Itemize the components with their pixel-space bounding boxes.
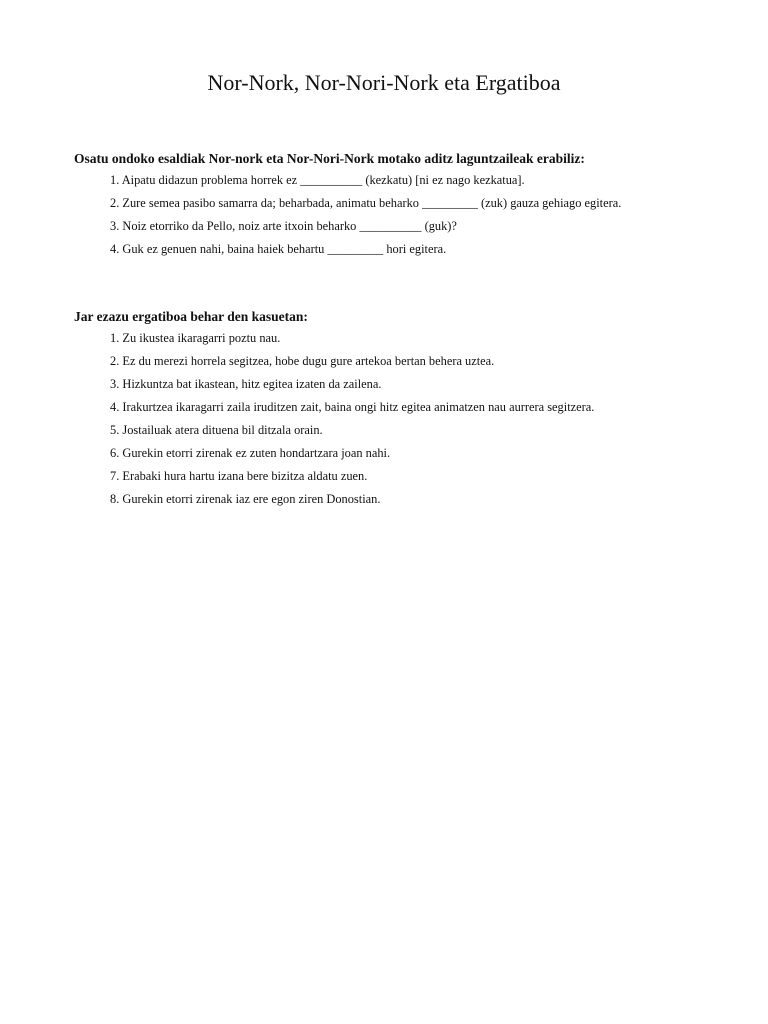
item-number: 3. (110, 219, 120, 233)
list-item (110, 173, 660, 188)
list-item (110, 400, 660, 415)
list-item (110, 219, 660, 234)
item-number: 7. (110, 469, 120, 483)
item-number: 6. (110, 446, 120, 460)
exercise-section-1 (74, 151, 660, 265)
item-number: 5. (110, 423, 120, 437)
item-number: 2. (110, 354, 120, 368)
item-text: Zu ikustea ikaragarri poztu nau. (122, 331, 281, 345)
section-2-heading: Jar ezazu ergatiboa behar den kasuetan: (74, 309, 308, 324)
item-text: Hizkuntza bat ikastean, hitz egitea izaten da zailena. (122, 377, 382, 391)
item-text: Jostailuak atera dituena bil ditzala orain. (122, 423, 323, 437)
item-text: Ez du merezi horrela segitzea, hobe dugu gure artekoa bertan behera uztea. (122, 354, 495, 368)
exercise-section-2 (74, 309, 660, 515)
item-text: Gurekin etorri zirenak iaz ere egon ziren Donostian. (122, 492, 381, 506)
item-text: Gurekin etorri zirenak ez zuten hondartzara joan nahi. (122, 446, 391, 460)
list-item (110, 377, 660, 392)
fill-in-blank: _________ (422, 196, 478, 210)
item-text-before: Guk ez genuen nahi, baina haiek behartu (122, 242, 325, 256)
fill-in-blank: _________ (327, 242, 384, 256)
list-item (110, 446, 660, 461)
item-number: 3. (110, 377, 120, 391)
item-text-after: hori egitera. (386, 242, 447, 256)
list-item (110, 242, 660, 257)
section-1-heading: Osatu ondoko esaldiak Nor-nork eta Nor-Nori-Nork motako aditz laguntzaileak erabiliz: (74, 151, 585, 166)
list-item (110, 196, 660, 211)
item-text-before: Zure semea pasibo samarra da; beharbada, animatu beharko (122, 196, 419, 210)
item-text: Irakurtzea ikaragarri zaila iruditzen zait, baina ongi hitz egitea animatzen nau aurrera segitzera. (122, 400, 595, 414)
section-2-list (74, 331, 660, 507)
fill-in-blank: __________ (300, 173, 363, 187)
item-number: 4. (110, 400, 120, 414)
fill-in-blank: __________ (359, 219, 422, 233)
section-1-list (74, 173, 660, 257)
item-number: 1. (110, 331, 120, 345)
list-item (110, 492, 660, 507)
item-text-after: (guk)? (424, 219, 457, 233)
list-item (110, 423, 660, 438)
page-title: Nor-Nork, Nor-Nori-Nork eta Ergatiboa (207, 70, 561, 95)
item-text-before: Aipatu didazun problema horrek ez (121, 173, 298, 187)
item-text-after: (zuk) gauza gehiago egitera. (480, 196, 622, 210)
item-number: 2. (110, 196, 120, 210)
item-text: Erabaki hura hartu izana bere bizitza aldatu zuen. (122, 469, 368, 483)
item-text-before: Noiz etorriko da Pello, noiz arte itxoin beharko (122, 219, 357, 233)
item-number: 1. (110, 173, 120, 187)
list-item (110, 331, 660, 346)
item-text-after: (kezkatu) [ni ez nago kezkatua]. (365, 173, 525, 187)
item-number: 4. (110, 242, 120, 256)
item-number: 8. (110, 492, 120, 506)
list-item (110, 354, 660, 369)
list-item (110, 469, 660, 484)
